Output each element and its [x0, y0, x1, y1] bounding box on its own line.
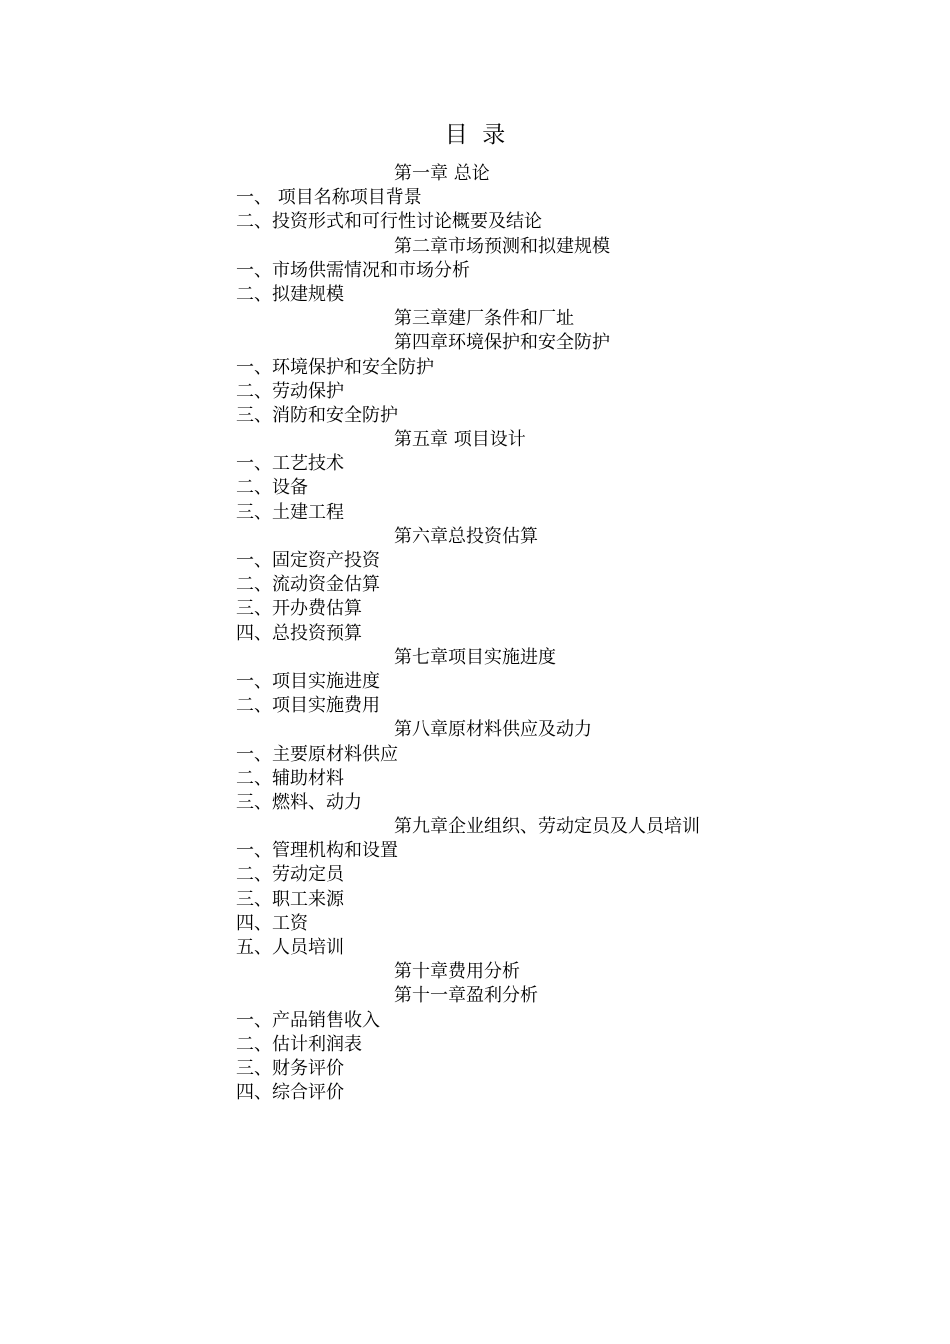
toc-section-item: 二、辅助材料 — [236, 767, 344, 789]
toc-chapter-heading: 第十章费用分析 — [394, 961, 520, 983]
toc-chapter-heading: 第二章市场预测和拟建规模 — [394, 235, 610, 257]
toc-section-item: 四、综合评价 — [236, 1082, 344, 1104]
toc-section-item: 三、财务评价 — [236, 1057, 344, 1079]
toc-section-item: 一、环境保护和安全防护 — [236, 356, 434, 378]
toc-section-item: 二、流动资金估算 — [236, 574, 380, 596]
toc-chapter-heading: 第九章企业组织、劳动定员及人员培训 — [394, 816, 700, 838]
toc-section-item: 三、消防和安全防护 — [236, 404, 398, 426]
toc-section-item: 三、燃料、动力 — [236, 791, 362, 813]
toc-chapter-heading: 第八章原材料供应及动力 — [394, 719, 592, 741]
toc-section-item: 一、市场供需情况和市场分析 — [236, 259, 470, 281]
toc-section-item: 一、 项目名称项目背景 — [236, 187, 422, 209]
toc-section-item: 一、管理机构和设置 — [236, 840, 398, 862]
toc-section-item: 二、拟建规模 — [236, 283, 344, 305]
toc-section-item: 一、固定资产投资 — [236, 550, 380, 571]
toc-section-item: 一、产品销售收入 — [236, 1009, 380, 1031]
toc-section-item: 一、项目实施进度 — [236, 670, 380, 692]
toc-chapter-heading: 第十一章盈利分析 — [394, 985, 538, 1007]
toc-list — [0, 162, 950, 1105]
toc-section-item: 二、设备 — [236, 477, 308, 499]
toc-section-item: 三、土建工程 — [236, 501, 344, 523]
toc-chapter-heading: 第六章总投资估算 — [394, 525, 538, 547]
toc-section-item: 四、工资 — [236, 912, 308, 934]
toc-section-item: 二、劳动定员 — [236, 864, 344, 886]
toc-section-item: 四、总投资预算 — [236, 622, 362, 644]
toc-chapter-heading: 第五章 项目设计 — [394, 429, 526, 451]
toc-section-item: 一、主要原材料供应 — [236, 743, 398, 765]
toc-section-item: 二、劳动保护 — [236, 380, 344, 402]
toc-section-item: 三、职工来源 — [236, 888, 344, 910]
toc-section-item: 二、项目实施费用 — [236, 695, 380, 717]
toc-chapter-heading: 第四章环境保护和安全防护 — [394, 332, 610, 354]
toc-title: 目 录 — [444, 122, 506, 148]
toc-section-item: 五、人员培训 — [236, 937, 344, 958]
toc-chapter-heading: 第三章建厂条件和厂址 — [394, 308, 574, 330]
toc-section-item: 二、估计利润表 — [236, 1033, 362, 1055]
toc-chapter-heading: 第七章项目实施进度 — [394, 646, 556, 668]
toc-section-item: 三、开办费估算 — [236, 598, 362, 620]
toc-chapter-heading: 第一章 总论 — [394, 163, 490, 184]
toc-section-item: 一、工艺技术 — [236, 453, 344, 475]
toc-section-item: 二、投资形式和可行性讨论概要及结论 — [236, 211, 542, 233]
